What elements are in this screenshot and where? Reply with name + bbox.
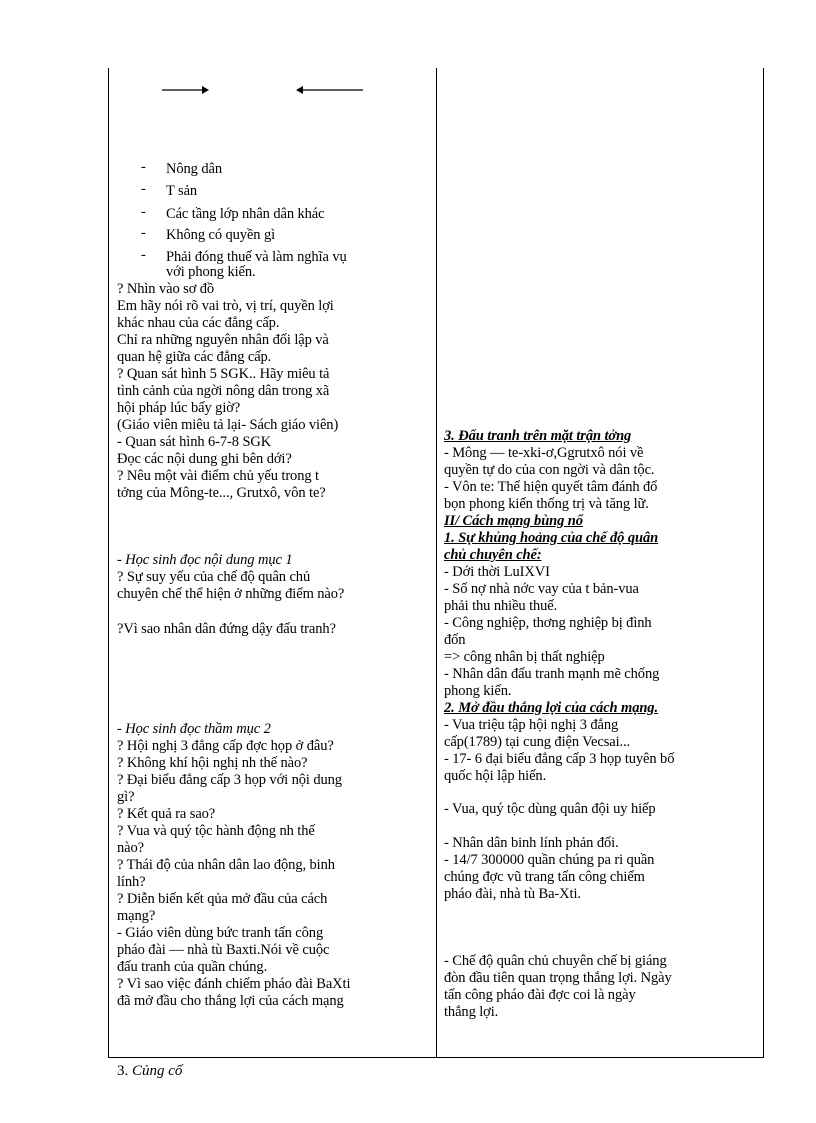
left-line: - Quan sát hình 6-7-8 SGK <box>117 434 272 450</box>
left-line: pháo đài — nhà tù Baxti.Nói về cuộc <box>117 942 330 958</box>
section-heading: 2. Mở đầu thắng lợi của cách mạng. <box>444 700 658 716</box>
right-line: thắng lợi. <box>444 1004 499 1020</box>
bullet-item: Nông dân <box>166 161 222 177</box>
right-line: bọn phong kiến thống trị và tăng lữ. <box>444 496 649 512</box>
left-line: ? Không khí hội nghị nh thế nào? <box>117 755 308 771</box>
right-line: - Vua triệu tập hội nghị 3 đẳng <box>444 717 619 733</box>
right-line: đòn đầu tiên quan trọng thắng lợi. Ngày <box>444 970 672 986</box>
section-heading: chủ chuyên chế: <box>444 547 542 563</box>
section-footer <box>117 1063 182 1080</box>
right-line: cấp(1789) tại cung điện Vecsai... <box>444 734 631 750</box>
bullet-dash: - <box>141 159 146 175</box>
left-line: lính? <box>117 874 146 890</box>
right-line: pháo đài, nhà tù Ba-Xti. <box>444 886 581 902</box>
bullet-dash: - <box>141 247 146 263</box>
left-line: ? Nhìn vào sơ đồ <box>117 281 215 297</box>
footer-number: 3. <box>117 1063 129 1079</box>
left-line: ? Đại biểu đẳng cấp 3 họp với nội dung <box>117 772 342 788</box>
left-line: ? Nêu một vài điểm chủ yếu trong t <box>117 468 319 484</box>
left-arrow-icon <box>295 84 365 96</box>
left-line: tình cảnh của ngời nông dân trong xã <box>117 383 330 399</box>
left-line: ? Diễn biến kết qủa mở đầu của cách <box>117 891 328 907</box>
left-line: ? Kết quả ra sao? <box>117 806 216 822</box>
left-line: ? Vì sao việc đánh chiếm pháo đài BaXti <box>117 976 351 992</box>
bullet-item: Không có quyền gì <box>166 227 276 243</box>
left-line: quan hệ giữa các đẳng cấp. <box>117 349 272 365</box>
right-line: phải thu nhiều thuế. <box>444 598 558 614</box>
right-line: tấn công pháo đài đợc coi là ngày <box>444 987 636 1003</box>
right-line: phong kiến. <box>444 683 512 699</box>
left-line: ? Vua và quý tộc hành động nh thế <box>117 823 315 839</box>
right-line: - Nhân dân binh lính phản đối. <box>444 835 619 851</box>
bullet-dash: - <box>141 204 146 220</box>
right-line: - Số nợ nhà nớc vay của t bản-vua <box>444 581 639 597</box>
left-line: nào? <box>117 840 144 856</box>
column-divider <box>436 68 437 1058</box>
section-heading: II/ Cách mạng bùng nổ <box>444 513 583 529</box>
section-heading: 3. Đấu tranh trên mặt trận tởng <box>444 428 632 444</box>
left-line: ? Thái độ của nhân dân lao động, binh <box>117 857 335 873</box>
left-line: gì? <box>117 789 135 805</box>
right-line: đốn <box>444 632 466 648</box>
right-line: quốc hội lập hiến. <box>444 768 547 784</box>
section-heading: 1. Sự khủng hoảng của chế độ quân <box>444 530 659 546</box>
left-line: khác nhau của các đẳng cấp. <box>117 315 280 331</box>
bullet-dash: - <box>141 225 146 241</box>
left-line: tởng của Mông-te..., Grutxô, vôn te? <box>117 485 326 501</box>
left-line: Đọc các nội dung ghi bên dới? <box>117 451 292 467</box>
left-line-italic: - Học sinh đọc nội dung mục 1 <box>117 552 293 568</box>
right-line: - Mông — te-xki-ơ,Ggrutxô nói về <box>444 445 644 461</box>
left-line: chuyên chế thể hiện ở những điểm nào? <box>117 586 345 602</box>
left-line: hội pháp lúc bấy giờ? <box>117 400 241 416</box>
left-line: ? Hội nghị 3 đẳng cấp đợc họp ở đâu? <box>117 738 334 754</box>
footer-label: Củng cố <box>132 1063 183 1079</box>
right-line: - Dới thời LuIXVI <box>444 564 550 580</box>
bullet-item: Các tầng lớp nhân dân khác <box>166 206 325 222</box>
left-line: ?Vì sao nhân dân đứng dậy đấu tranh? <box>117 621 336 637</box>
right-line: - Công nghiệp, thơng nghiệp bị đình <box>444 615 652 631</box>
right-line: - 14/7 300000 quần chúng pa ri quần <box>444 852 655 868</box>
left-line: - Giáo viên dùng bức tranh tấn công <box>117 925 324 941</box>
right-line: - Vua, quý tộc dùng quân đội uy hiếp <box>444 801 656 817</box>
left-line: Em hãy nói rõ vai trò, vị trí, quyền lợi <box>117 298 334 314</box>
bullet-item-continued: với phong kiến. <box>166 264 256 280</box>
left-line: ? Sự suy yếu của chế độ quân chủ <box>117 569 311 585</box>
right-line: - 17- 6 đại biểu đẳng cấp 3 họp tuyên bố <box>444 751 675 767</box>
right-line: => công nhân bị thất nghiệp <box>444 649 605 665</box>
left-line: (Giáo viên miêu tả lại- Sách giáo viên) <box>117 417 339 433</box>
left-line: ? Quan sát hình 5 SGK.. Hãy miêu tả <box>117 366 330 382</box>
left-line-italic: - Học sinh đọc thầm mục 2 <box>117 721 271 737</box>
left-line: Chỉ ra những nguyên nhân đối lập và <box>117 332 329 348</box>
bullet-dash: - <box>141 181 146 197</box>
right-line: - Vôn te: Thể hiện quyết tâm đánh đổ <box>444 479 658 495</box>
right-line: - Nhân dân đấu tranh mạnh mẽ chống <box>444 666 660 682</box>
left-line: mạng? <box>117 908 156 924</box>
bullet-item: Phải đóng thuế và làm nghĩa vụ <box>166 249 347 265</box>
left-line: đã mở đầu cho thắng lợi của cách mạng <box>117 993 344 1009</box>
right-arrow-icon <box>160 84 210 96</box>
right-line: - Chế độ quân chủ chuyên chế bị giáng <box>444 953 667 969</box>
right-line: quyền tự do của con ngời và dân tộc. <box>444 462 655 478</box>
right-line: chúng đợc vũ trang tấn công chiếm <box>444 869 645 885</box>
left-line: đấu tranh của quần chúng. <box>117 959 268 975</box>
bullet-item: T sản <box>166 183 198 199</box>
